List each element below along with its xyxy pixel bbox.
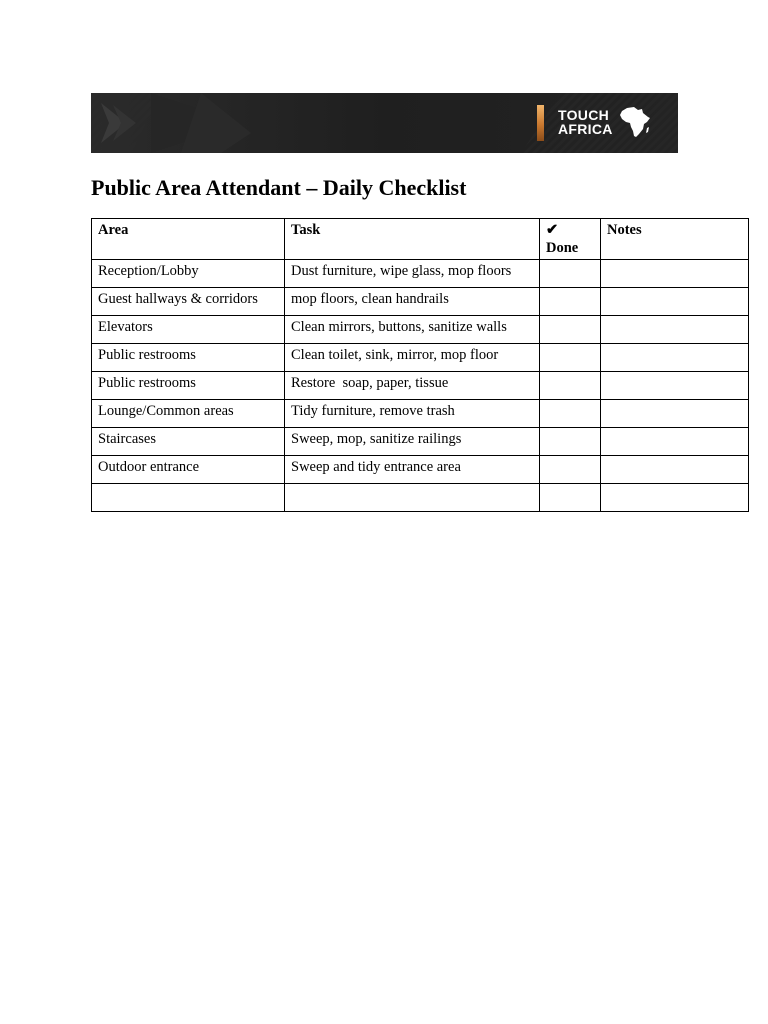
table-row: [92, 428, 749, 456]
cell-area: Public restrooms: [92, 372, 285, 400]
table-row: [92, 456, 749, 484]
header-done-label: Done: [546, 240, 579, 256]
cell-area: Elevators: [92, 316, 285, 344]
africa-continent-icon: [619, 106, 651, 139]
checkmark-icon: ✔: [546, 222, 559, 238]
table-row-empty: [92, 484, 749, 512]
cell-area: Staircases: [92, 428, 285, 456]
cell-notes[interactable]: [601, 456, 749, 484]
cell-area: Public restrooms: [92, 344, 285, 372]
cell-notes[interactable]: [601, 316, 749, 344]
logo-accent-bar: [537, 105, 544, 141]
header-area: Area: [92, 219, 285, 260]
table-row: [92, 316, 749, 344]
cell-task: Tidy furniture, remove trash: [285, 400, 540, 428]
cell-done[interactable]: [540, 484, 601, 512]
table-row: [92, 372, 749, 400]
cell-area: Lounge/Common areas: [92, 400, 285, 428]
cell-done[interactable]: [540, 344, 601, 372]
header-banner: [91, 93, 678, 153]
header-notes: Notes: [601, 219, 749, 260]
page-title: Public Area Attendant – Daily Checklist: [91, 175, 467, 200]
cell-done[interactable]: [540, 400, 601, 428]
logo-line-touch: TOUCH: [558, 107, 610, 123]
cell-notes[interactable]: [601, 260, 749, 288]
cell-done[interactable]: [540, 260, 601, 288]
cell-task: Restore soap, paper, tissue: [285, 372, 540, 400]
header-task: Task: [285, 219, 540, 260]
logo-line-africa: AFRICA: [558, 121, 613, 137]
cell-done[interactable]: [540, 372, 601, 400]
cell-notes[interactable]: [601, 372, 749, 400]
cell-notes[interactable]: [601, 484, 749, 512]
cell-done[interactable]: [540, 288, 601, 316]
cell-area: Reception/Lobby: [92, 260, 285, 288]
cell-notes[interactable]: [601, 344, 749, 372]
table-header-row: [92, 219, 749, 260]
cell-notes[interactable]: [601, 400, 749, 428]
cell-notes[interactable]: [601, 288, 749, 316]
cell-task: Sweep and tidy entrance area: [285, 456, 540, 484]
cell-done[interactable]: [540, 316, 601, 344]
cell-task: Clean mirrors, buttons, sanitize walls: [285, 316, 540, 344]
table-row: [92, 344, 749, 372]
cell-task[interactable]: [285, 484, 540, 512]
cell-area[interactable]: [92, 484, 285, 512]
header-done: [540, 219, 601, 260]
cell-area: Outdoor entrance: [92, 456, 285, 484]
cell-task: Dust furniture, wipe glass, mop floors: [285, 260, 540, 288]
table-row: [92, 260, 749, 288]
table-row: [92, 400, 749, 428]
cell-done[interactable]: [540, 456, 601, 484]
cell-done[interactable]: [540, 428, 601, 456]
cell-area: Guest hallways & corridors: [92, 288, 285, 316]
cell-task: mop floors, clean handrails: [285, 288, 540, 316]
touch-africa-logo-text: [558, 108, 613, 136]
checklist-table: [91, 218, 749, 512]
cell-notes[interactable]: [601, 428, 749, 456]
table-row: [92, 288, 749, 316]
cell-task: Sweep, mop, sanitize railings: [285, 428, 540, 456]
cell-task: Clean toilet, sink, mirror, mop floor: [285, 344, 540, 372]
